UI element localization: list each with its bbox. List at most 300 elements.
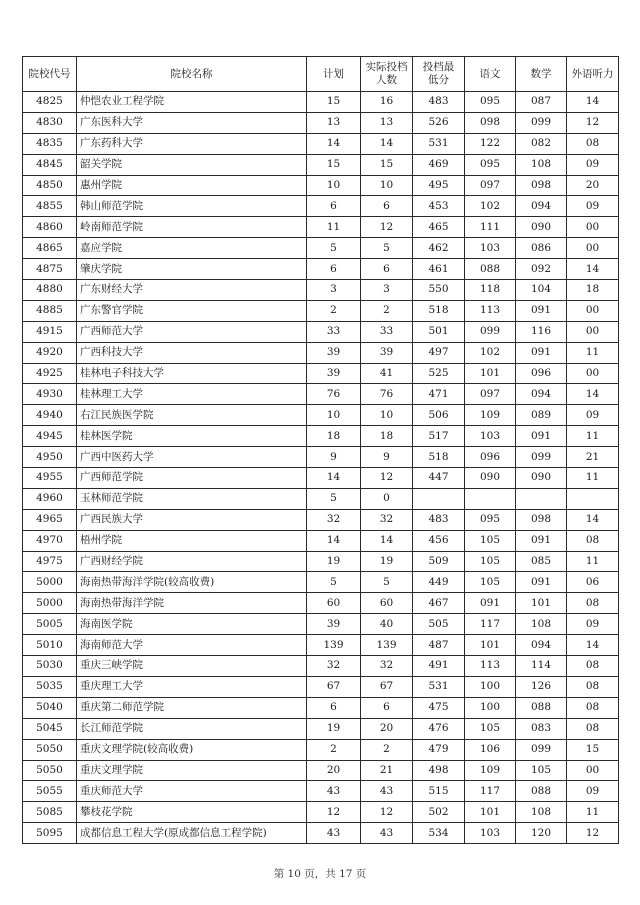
cell-name: 玉林师范学院 bbox=[77, 488, 307, 509]
cell-admitted: 76 bbox=[361, 384, 413, 405]
cell-chinese: 096 bbox=[465, 447, 516, 468]
table-row bbox=[23, 488, 619, 509]
cell-admitted: 18 bbox=[361, 426, 413, 447]
cell-admitted: 12 bbox=[361, 802, 413, 823]
cell-code: 5035 bbox=[23, 676, 77, 697]
cell-admitted: 19 bbox=[361, 551, 413, 572]
cell-english: 08 bbox=[567, 718, 619, 739]
cell-chinese: 100 bbox=[465, 697, 516, 718]
cell-code: 4835 bbox=[23, 133, 77, 154]
cell-minscore: 476 bbox=[413, 718, 465, 739]
cell-chinese: 103 bbox=[465, 426, 516, 447]
cell-code: 4860 bbox=[23, 217, 77, 238]
table-row bbox=[23, 468, 619, 489]
cell-math: 091 bbox=[516, 426, 567, 447]
cell-admitted: 14 bbox=[361, 133, 413, 154]
header-english: 外语听力 bbox=[567, 57, 619, 92]
cell-admitted: 2 bbox=[361, 300, 413, 321]
cell-admitted: 139 bbox=[361, 635, 413, 656]
cell-chinese bbox=[465, 488, 516, 509]
cell-chinese: 095 bbox=[465, 92, 516, 113]
table-row bbox=[23, 718, 619, 739]
cell-english: 14 bbox=[567, 92, 619, 113]
cell-math: 090 bbox=[516, 468, 567, 489]
cell-chinese: 102 bbox=[465, 342, 516, 363]
cell-name: 海南热带海洋学院 bbox=[77, 593, 307, 614]
cell-english: 14 bbox=[567, 635, 619, 656]
cell-math: 094 bbox=[516, 196, 567, 217]
cell-english: 08 bbox=[567, 697, 619, 718]
cell-math: 087 bbox=[516, 92, 567, 113]
cell-english: 11 bbox=[567, 426, 619, 447]
cell-plan: 10 bbox=[307, 405, 361, 426]
header-admitted: 实际投档人数 bbox=[361, 57, 413, 92]
cell-code: 4925 bbox=[23, 363, 77, 384]
cell-minscore: 479 bbox=[413, 739, 465, 760]
cell-minscore: 509 bbox=[413, 551, 465, 572]
table-row bbox=[23, 530, 619, 551]
cell-plan: 32 bbox=[307, 656, 361, 677]
cell-plan: 18 bbox=[307, 426, 361, 447]
table-row bbox=[23, 760, 619, 781]
cell-math: 085 bbox=[516, 551, 567, 572]
cell-minscore: 531 bbox=[413, 676, 465, 697]
cell-minscore: 467 bbox=[413, 593, 465, 614]
cell-minscore: 465 bbox=[413, 217, 465, 238]
cell-english: 00 bbox=[567, 238, 619, 259]
admission-score-table bbox=[22, 56, 619, 844]
cell-admitted: 0 bbox=[361, 488, 413, 509]
cell-code: 4880 bbox=[23, 280, 77, 301]
cell-minscore: 491 bbox=[413, 656, 465, 677]
cell-math: 088 bbox=[516, 697, 567, 718]
cell-code: 5095 bbox=[23, 823, 77, 844]
cell-minscore: 447 bbox=[413, 468, 465, 489]
cell-plan: 60 bbox=[307, 593, 361, 614]
cell-math: 108 bbox=[516, 802, 567, 823]
cell-admitted: 43 bbox=[361, 781, 413, 802]
table-row bbox=[23, 405, 619, 426]
cell-code: 4850 bbox=[23, 175, 77, 196]
cell-minscore: 497 bbox=[413, 342, 465, 363]
cell-minscore: 506 bbox=[413, 405, 465, 426]
cell-name: 重庆文理学院(较高收费) bbox=[77, 739, 307, 760]
cell-code: 5005 bbox=[23, 614, 77, 635]
cell-name: 重庆三峡学院 bbox=[77, 656, 307, 677]
cell-minscore: 483 bbox=[413, 509, 465, 530]
cell-chinese: 117 bbox=[465, 781, 516, 802]
cell-english: 08 bbox=[567, 530, 619, 551]
cell-math: 098 bbox=[516, 175, 567, 196]
table-row bbox=[23, 384, 619, 405]
cell-english: 09 bbox=[567, 154, 619, 175]
cell-english: 09 bbox=[567, 614, 619, 635]
cell-math: 114 bbox=[516, 656, 567, 677]
table-row bbox=[23, 175, 619, 196]
cell-math: 086 bbox=[516, 238, 567, 259]
cell-math: 094 bbox=[516, 635, 567, 656]
table-row bbox=[23, 426, 619, 447]
cell-math: 120 bbox=[516, 823, 567, 844]
cell-code: 4845 bbox=[23, 154, 77, 175]
cell-code: 5055 bbox=[23, 781, 77, 802]
cell-plan: 39 bbox=[307, 342, 361, 363]
table-header-row bbox=[23, 57, 619, 92]
cell-math: 089 bbox=[516, 405, 567, 426]
cell-name: 岭南师范学院 bbox=[77, 217, 307, 238]
cell-code: 5000 bbox=[23, 593, 77, 614]
cell-name: 海南医学院 bbox=[77, 614, 307, 635]
table-row bbox=[23, 614, 619, 635]
cell-chinese: 090 bbox=[465, 468, 516, 489]
cell-english: 09 bbox=[567, 405, 619, 426]
cell-admitted: 12 bbox=[361, 468, 413, 489]
cell-code: 4920 bbox=[23, 342, 77, 363]
header-minscore: 投档最低分 bbox=[413, 57, 465, 92]
cell-plan: 6 bbox=[307, 259, 361, 280]
cell-plan: 43 bbox=[307, 781, 361, 802]
cell-minscore: 487 bbox=[413, 635, 465, 656]
cell-code: 5050 bbox=[23, 739, 77, 760]
cell-english: 00 bbox=[567, 217, 619, 238]
cell-admitted: 6 bbox=[361, 259, 413, 280]
cell-name: 成都信息工程大学(原成都信息工程学院) bbox=[77, 823, 307, 844]
cell-english: 18 bbox=[567, 280, 619, 301]
cell-plan: 11 bbox=[307, 217, 361, 238]
cell-name: 韶关学院 bbox=[77, 154, 307, 175]
cell-code: 4950 bbox=[23, 447, 77, 468]
cell-chinese: 118 bbox=[465, 280, 516, 301]
cell-admitted: 33 bbox=[361, 321, 413, 342]
cell-math: 126 bbox=[516, 676, 567, 697]
cell-chinese: 100 bbox=[465, 676, 516, 697]
cell-code: 4930 bbox=[23, 384, 77, 405]
cell-minscore: 449 bbox=[413, 572, 465, 593]
cell-code: 4885 bbox=[23, 300, 77, 321]
cell-minscore: 461 bbox=[413, 259, 465, 280]
cell-math: 108 bbox=[516, 614, 567, 635]
header-math: 数学 bbox=[516, 57, 567, 92]
cell-math: 099 bbox=[516, 739, 567, 760]
cell-math: 091 bbox=[516, 342, 567, 363]
table-row bbox=[23, 280, 619, 301]
cell-name: 广西师范学院 bbox=[77, 468, 307, 489]
cell-admitted: 5 bbox=[361, 572, 413, 593]
cell-plan: 15 bbox=[307, 154, 361, 175]
cell-minscore: 469 bbox=[413, 154, 465, 175]
cell-minscore: 471 bbox=[413, 384, 465, 405]
cell-chinese: 095 bbox=[465, 154, 516, 175]
cell-name: 海南热带海洋学院(较高收费) bbox=[77, 572, 307, 593]
cell-minscore: 483 bbox=[413, 92, 465, 113]
cell-name: 广西财经学院 bbox=[77, 551, 307, 572]
cell-english: 08 bbox=[567, 676, 619, 697]
cell-english: 09 bbox=[567, 196, 619, 217]
table-row bbox=[23, 259, 619, 280]
cell-english: 20 bbox=[567, 175, 619, 196]
cell-plan: 6 bbox=[307, 697, 361, 718]
cell-admitted: 2 bbox=[361, 739, 413, 760]
cell-name: 广东警官学院 bbox=[77, 300, 307, 321]
cell-minscore: 456 bbox=[413, 530, 465, 551]
table-row bbox=[23, 342, 619, 363]
table-row bbox=[23, 656, 619, 677]
cell-math: 098 bbox=[516, 509, 567, 530]
table-row bbox=[23, 509, 619, 530]
cell-chinese: 117 bbox=[465, 614, 516, 635]
cell-plan: 19 bbox=[307, 551, 361, 572]
cell-minscore: 550 bbox=[413, 280, 465, 301]
cell-chinese: 101 bbox=[465, 635, 516, 656]
cell-name: 重庆理工大学 bbox=[77, 676, 307, 697]
table-row bbox=[23, 321, 619, 342]
table-row bbox=[23, 112, 619, 133]
table-row bbox=[23, 781, 619, 802]
cell-code: 5000 bbox=[23, 572, 77, 593]
cell-chinese: 106 bbox=[465, 739, 516, 760]
cell-english: 11 bbox=[567, 802, 619, 823]
cell-name: 广东医科大学 bbox=[77, 112, 307, 133]
cell-english: 14 bbox=[567, 509, 619, 530]
cell-plan: 12 bbox=[307, 802, 361, 823]
cell-admitted: 15 bbox=[361, 154, 413, 175]
table-row bbox=[23, 154, 619, 175]
cell-chinese: 105 bbox=[465, 718, 516, 739]
cell-name: 惠州学院 bbox=[77, 175, 307, 196]
cell-admitted: 43 bbox=[361, 823, 413, 844]
cell-code: 4965 bbox=[23, 509, 77, 530]
cell-chinese: 098 bbox=[465, 112, 516, 133]
cell-plan: 20 bbox=[307, 760, 361, 781]
cell-name: 梧州学院 bbox=[77, 530, 307, 551]
header-chinese: 语文 bbox=[465, 57, 516, 92]
table-row bbox=[23, 572, 619, 593]
cell-code: 5045 bbox=[23, 718, 77, 739]
cell-name: 海南师范大学 bbox=[77, 635, 307, 656]
cell-english bbox=[567, 488, 619, 509]
cell-plan: 6 bbox=[307, 196, 361, 217]
cell-math: 108 bbox=[516, 154, 567, 175]
cell-math: 096 bbox=[516, 363, 567, 384]
table-row bbox=[23, 697, 619, 718]
cell-plan: 67 bbox=[307, 676, 361, 697]
cell-math: 082 bbox=[516, 133, 567, 154]
cell-plan: 39 bbox=[307, 614, 361, 635]
cell-admitted: 6 bbox=[361, 196, 413, 217]
cell-code: 4960 bbox=[23, 488, 77, 509]
admission-score-table-container bbox=[22, 56, 618, 844]
cell-admitted: 13 bbox=[361, 112, 413, 133]
cell-code: 4975 bbox=[23, 551, 77, 572]
cell-english: 00 bbox=[567, 321, 619, 342]
cell-code: 5010 bbox=[23, 635, 77, 656]
cell-plan: 9 bbox=[307, 447, 361, 468]
cell-minscore: 495 bbox=[413, 175, 465, 196]
cell-chinese: 097 bbox=[465, 384, 516, 405]
table-row bbox=[23, 300, 619, 321]
cell-plan: 5 bbox=[307, 572, 361, 593]
cell-code: 4875 bbox=[23, 259, 77, 280]
cell-plan: 5 bbox=[307, 238, 361, 259]
cell-math: 116 bbox=[516, 321, 567, 342]
table-row bbox=[23, 196, 619, 217]
cell-english: 06 bbox=[567, 572, 619, 593]
cell-plan: 14 bbox=[307, 530, 361, 551]
table-row bbox=[23, 447, 619, 468]
cell-math: 099 bbox=[516, 447, 567, 468]
cell-minscore: 515 bbox=[413, 781, 465, 802]
cell-chinese: 099 bbox=[465, 321, 516, 342]
cell-english: 00 bbox=[567, 363, 619, 384]
cell-math: 105 bbox=[516, 760, 567, 781]
cell-plan: 5 bbox=[307, 488, 361, 509]
cell-plan: 2 bbox=[307, 300, 361, 321]
table-row bbox=[23, 92, 619, 113]
cell-admitted: 5 bbox=[361, 238, 413, 259]
cell-math: 104 bbox=[516, 280, 567, 301]
cell-english: 21 bbox=[567, 447, 619, 468]
cell-name: 桂林电子科技大学 bbox=[77, 363, 307, 384]
cell-chinese: 113 bbox=[465, 656, 516, 677]
cell-math bbox=[516, 488, 567, 509]
cell-chinese: 103 bbox=[465, 823, 516, 844]
cell-minscore: 462 bbox=[413, 238, 465, 259]
cell-plan: 14 bbox=[307, 468, 361, 489]
cell-chinese: 088 bbox=[465, 259, 516, 280]
cell-english: 08 bbox=[567, 133, 619, 154]
cell-english: 11 bbox=[567, 342, 619, 363]
cell-math: 091 bbox=[516, 572, 567, 593]
cell-minscore: 505 bbox=[413, 614, 465, 635]
table-row bbox=[23, 133, 619, 154]
table-row bbox=[23, 823, 619, 844]
table-row bbox=[23, 676, 619, 697]
cell-plan: 2 bbox=[307, 739, 361, 760]
cell-admitted: 12 bbox=[361, 217, 413, 238]
cell-english: 09 bbox=[567, 781, 619, 802]
page-footer bbox=[0, 866, 640, 881]
cell-plan: 19 bbox=[307, 718, 361, 739]
cell-english: 00 bbox=[567, 760, 619, 781]
cell-plan: 14 bbox=[307, 133, 361, 154]
cell-admitted: 10 bbox=[361, 405, 413, 426]
cell-math: 090 bbox=[516, 217, 567, 238]
cell-minscore: 526 bbox=[413, 112, 465, 133]
cell-math: 101 bbox=[516, 593, 567, 614]
cell-name: 广西民族大学 bbox=[77, 509, 307, 530]
table-row bbox=[23, 739, 619, 760]
cell-math: 099 bbox=[516, 112, 567, 133]
cell-english: 08 bbox=[567, 656, 619, 677]
cell-code: 4955 bbox=[23, 468, 77, 489]
cell-chinese: 102 bbox=[465, 196, 516, 217]
table-row bbox=[23, 593, 619, 614]
cell-code: 4945 bbox=[23, 426, 77, 447]
cell-code: 4940 bbox=[23, 405, 77, 426]
cell-code: 4855 bbox=[23, 196, 77, 217]
cell-math: 094 bbox=[516, 384, 567, 405]
cell-math: 091 bbox=[516, 300, 567, 321]
cell-math: 092 bbox=[516, 259, 567, 280]
cell-chinese: 122 bbox=[465, 133, 516, 154]
page-number-text: 第 10 页，共 17 页 bbox=[273, 868, 367, 880]
cell-admitted: 32 bbox=[361, 509, 413, 530]
cell-english: 08 bbox=[567, 593, 619, 614]
cell-chinese: 105 bbox=[465, 572, 516, 593]
cell-admitted: 16 bbox=[361, 92, 413, 113]
cell-admitted: 60 bbox=[361, 593, 413, 614]
cell-chinese: 109 bbox=[465, 405, 516, 426]
cell-chinese: 101 bbox=[465, 802, 516, 823]
cell-plan: 139 bbox=[307, 635, 361, 656]
cell-english: 15 bbox=[567, 739, 619, 760]
cell-name: 攀枝花学院 bbox=[77, 802, 307, 823]
cell-name: 桂林理工大学 bbox=[77, 384, 307, 405]
cell-admitted: 39 bbox=[361, 342, 413, 363]
cell-code: 4915 bbox=[23, 321, 77, 342]
cell-chinese: 101 bbox=[465, 363, 516, 384]
cell-plan: 33 bbox=[307, 321, 361, 342]
cell-chinese: 113 bbox=[465, 300, 516, 321]
header-code: 院校代号 bbox=[23, 57, 77, 92]
cell-admitted: 6 bbox=[361, 697, 413, 718]
cell-name: 广西师范大学 bbox=[77, 321, 307, 342]
header-plan: 计划 bbox=[307, 57, 361, 92]
cell-code: 5050 bbox=[23, 760, 77, 781]
cell-admitted: 67 bbox=[361, 676, 413, 697]
cell-code: 5030 bbox=[23, 656, 77, 677]
cell-chinese: 091 bbox=[465, 593, 516, 614]
cell-name: 广西中医药大学 bbox=[77, 447, 307, 468]
cell-name: 肇庆学院 bbox=[77, 259, 307, 280]
cell-admitted: 14 bbox=[361, 530, 413, 551]
cell-name: 重庆文理学院 bbox=[77, 760, 307, 781]
cell-english: 11 bbox=[567, 468, 619, 489]
cell-code: 4825 bbox=[23, 92, 77, 113]
cell-chinese: 097 bbox=[465, 175, 516, 196]
cell-plan: 10 bbox=[307, 175, 361, 196]
cell-name: 嘉应学院 bbox=[77, 238, 307, 259]
cell-name: 重庆第二师范学院 bbox=[77, 697, 307, 718]
cell-chinese: 105 bbox=[465, 530, 516, 551]
cell-code: 5085 bbox=[23, 802, 77, 823]
cell-name: 韩山师范学院 bbox=[77, 196, 307, 217]
cell-chinese: 111 bbox=[465, 217, 516, 238]
cell-admitted: 3 bbox=[361, 280, 413, 301]
table-row bbox=[23, 551, 619, 572]
cell-english: 11 bbox=[567, 551, 619, 572]
cell-name: 广东财经大学 bbox=[77, 280, 307, 301]
cell-plan: 15 bbox=[307, 92, 361, 113]
cell-plan: 3 bbox=[307, 280, 361, 301]
cell-code: 5040 bbox=[23, 697, 77, 718]
cell-minscore: 534 bbox=[413, 823, 465, 844]
cell-minscore: 475 bbox=[413, 697, 465, 718]
cell-minscore: 531 bbox=[413, 133, 465, 154]
cell-name: 桂林医学院 bbox=[77, 426, 307, 447]
cell-english: 12 bbox=[567, 823, 619, 844]
cell-name: 仲恺农业工程学院 bbox=[77, 92, 307, 113]
cell-minscore: 525 bbox=[413, 363, 465, 384]
table-body bbox=[23, 92, 619, 844]
cell-name: 长江师范学院 bbox=[77, 718, 307, 739]
cell-minscore: 498 bbox=[413, 760, 465, 781]
table-row bbox=[23, 238, 619, 259]
cell-minscore: 518 bbox=[413, 447, 465, 468]
cell-plan: 13 bbox=[307, 112, 361, 133]
table-row bbox=[23, 363, 619, 384]
cell-name: 广东药科大学 bbox=[77, 133, 307, 154]
